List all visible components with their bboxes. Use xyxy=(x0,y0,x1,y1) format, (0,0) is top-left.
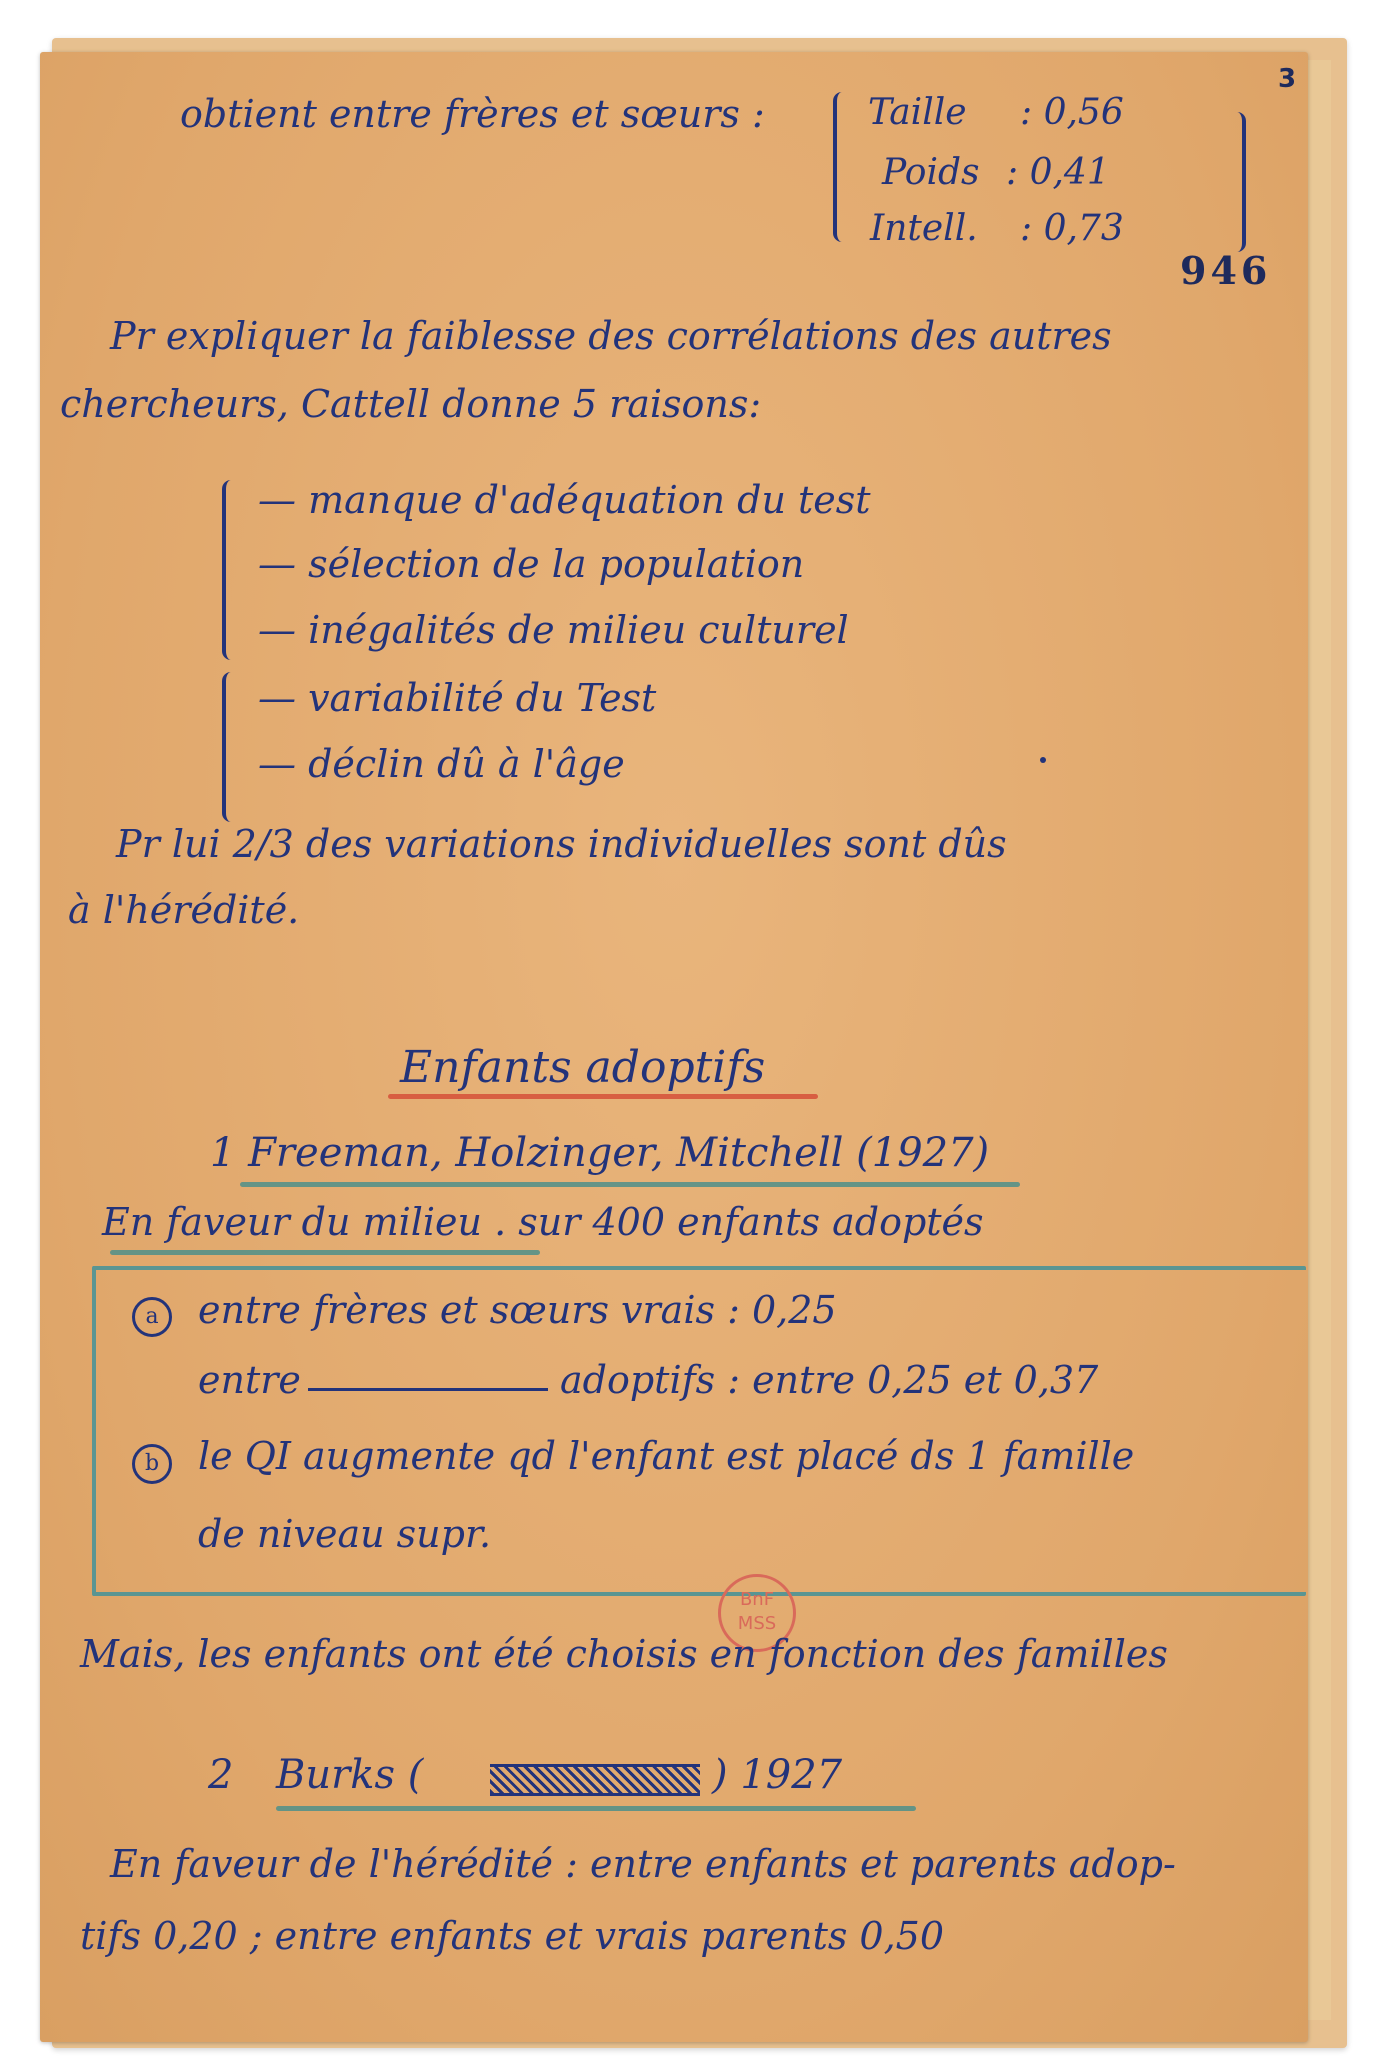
para2-line1: Pr lui 2/3 des variations individuelles sont dûs xyxy=(116,822,1007,866)
para1-line1: Pr expliquer la faiblesse des corrélations des autres xyxy=(110,314,1112,358)
reason-1: — manque d'adéquation du test xyxy=(258,478,871,522)
reason-5: — déclin dû à l'âge xyxy=(258,742,625,786)
study2-heading-name: Burks ( xyxy=(276,1752,424,1798)
stamp-line-2: MSS xyxy=(737,1613,777,1634)
manuscript-page xyxy=(40,52,1308,2042)
item-a-marker: a xyxy=(132,1297,172,1337)
study1-heading: 1 Freeman, Holzinger, Mitchell (1927) xyxy=(210,1130,990,1176)
measure-value-1: : 0,56 xyxy=(1020,92,1124,133)
study2-line2: tifs 0,20 ; entre enfants et vrais parents 0,50 xyxy=(80,1914,945,1958)
page-number: 3 xyxy=(1278,64,1297,94)
study1-line1-underline xyxy=(110,1250,540,1255)
study1-note: Mais, les enfants ont été choisis en fonction des familles xyxy=(80,1632,1168,1676)
item-a-text: entre frères et sœurs vrais : 0,25 xyxy=(198,1288,837,1332)
intro-text: obtient entre frères et sœurs : xyxy=(180,92,765,136)
reasons-brace-2 xyxy=(222,672,240,822)
measure-value-3: : 0,73 xyxy=(1020,208,1124,249)
para1-line2: chercheurs, Cattell donne 5 raisons: xyxy=(60,382,762,426)
folio-number: 946 xyxy=(1180,248,1272,293)
section-title-underline xyxy=(388,1094,818,1099)
struck-out-word xyxy=(490,1764,700,1796)
ink-dot xyxy=(1040,757,1046,763)
item-b-marker: b xyxy=(132,1444,172,1484)
reasons-brace-1 xyxy=(222,480,240,660)
study2-heading-num: 2 xyxy=(208,1752,234,1798)
stamp-line-1: BnF xyxy=(739,1589,775,1610)
header-brace-right xyxy=(1228,112,1246,252)
measure-label-3: Intell. xyxy=(870,208,978,249)
item-a2-prefix: entre xyxy=(198,1358,301,1402)
study2-heading-close: ) 1927 xyxy=(712,1752,843,1798)
study2-line1: En faveur de l'hérédité : entre enfants et parents adop- xyxy=(110,1842,1176,1886)
reason-2: — sélection de la population xyxy=(258,542,805,586)
measure-label-1: Taille xyxy=(868,92,967,133)
measure-label-2: Poids xyxy=(882,152,980,193)
reason-3: — inégalités de milieu culturel xyxy=(258,608,849,652)
section-title: Enfants adoptifs xyxy=(400,1042,766,1093)
item-a2-suffix: adoptifs : entre 0,25 et 0,37 xyxy=(560,1358,1099,1402)
header-brace-left xyxy=(833,92,851,242)
reason-4: — variabilité du Test xyxy=(258,676,657,720)
item-a2-blank xyxy=(308,1388,548,1391)
item-b-line1: le QI augmente qd l'enfant est placé ds 1 famille xyxy=(198,1434,1135,1478)
measure-value-2: : 0,41 xyxy=(1006,152,1110,193)
study1-heading-underline xyxy=(240,1182,1020,1187)
study1-line1: En faveur du milieu . sur 400 enfants adoptés xyxy=(102,1200,984,1244)
item-b-line2: de niveau supr. xyxy=(198,1512,492,1556)
study2-heading-underline xyxy=(276,1806,916,1811)
para2-line2: à l'hérédité. xyxy=(68,888,300,932)
